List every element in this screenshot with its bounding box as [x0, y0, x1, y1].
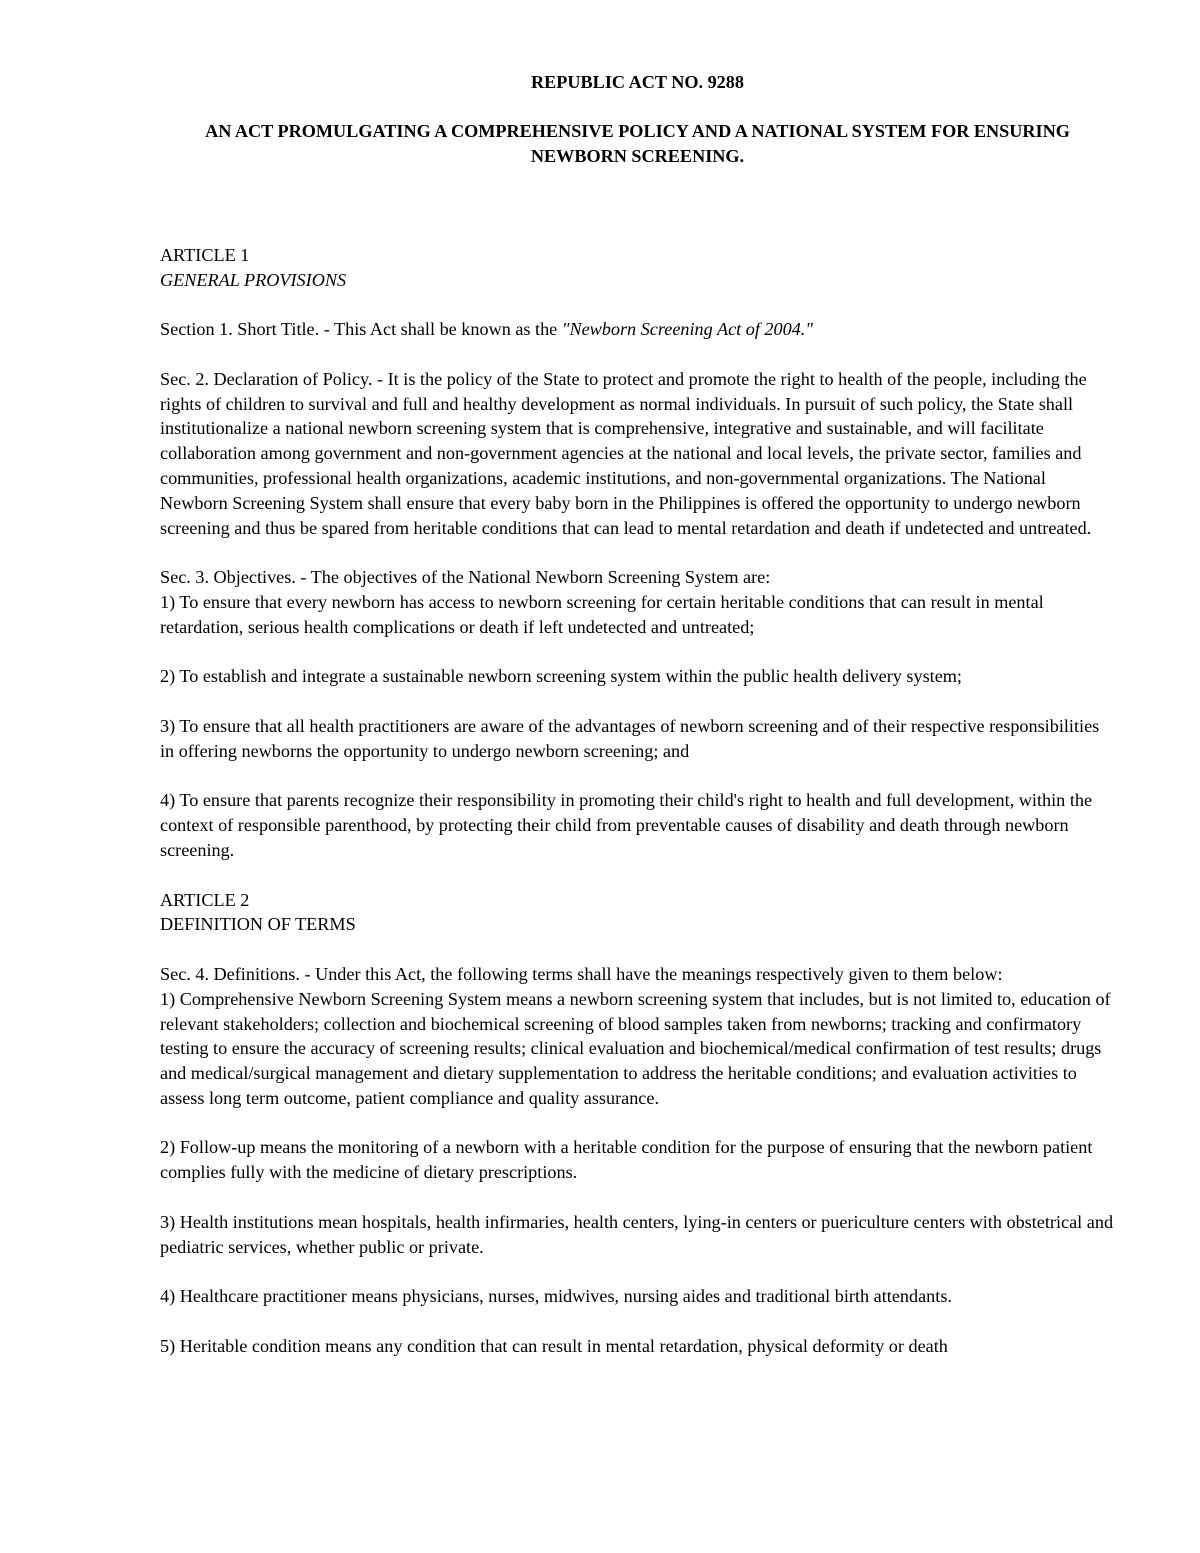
article-2-subheading: DEFINITION OF TERMS [160, 914, 356, 935]
section-1-paragraph [160, 317, 1115, 342]
section-4-lead: Sec. 4. Definitions. - Under this Act, the following terms shall have the meanings respectively given to them below: [160, 963, 1003, 984]
definition-item: 1) Comprehensive Newborn Screening System means a newborn screening system that includes, but is not limited to, education of relevant stakeholders; collection and biochemical screening of blood samples taken from newborns; tracking and confirmatory testing to ensure the accuracy of screening results; clinical evaluation and biochemical/medical confirmation of test results; drugs and medical/surgical management and dietary supplementation to address the heritable conditions; and evaluation activities to assess long term outcome, patient compliance and quality assurance. [160, 988, 1111, 1108]
article-1-heading: ARTICLE 1 [160, 244, 250, 265]
section-1-text: Section 1. Short Title. - This Act shall be known as the [160, 319, 562, 340]
article-2-heading: ARTICLE 2 [160, 889, 250, 910]
article-1-subheading: GENERAL PROVISIONS [160, 269, 347, 290]
definition-item: 4) Healthcare practitioner means physicians, nurses, midwives, nursing aides and traditional birth attendants. [160, 1286, 952, 1307]
objective-item: 1) To ensure that every newborn has access to newborn screening for certain heritable conditions that can result in mental retardation, serious health complications or death if left undetected and untreated; [160, 591, 1044, 637]
objective-item: 2) To establish and integrate a sustainable newborn screening system within the public health delivery system; [160, 666, 962, 687]
definition-item: 2) Follow-up means the monitoring of a newborn with a heritable condition for the purpose of ensuring that the newborn patient complies fully with the medicine of dietary prescriptions. [160, 1137, 1093, 1183]
definition-item: 5) Heritable condition means any condition that can result in mental retardation, physical deformity or death [160, 1335, 948, 1356]
section-1-short-title: "Newborn Screening Act of 2004." [561, 319, 813, 340]
objective-item: 3) To ensure that all health practitioners are aware of the advantages of newborn screening and of their respective responsibilities in offering newborns the opportunity to undergo newborn screening; and [160, 715, 1100, 761]
document-page [160, 70, 1115, 1359]
act-subtitle: AN ACT PROMULGATING A COMPREHENSIVE POLICY AND A NATIONAL SYSTEM FOR ENSURING NEWBORN SCREENING. [205, 120, 1070, 166]
objective-item: 4) To ensure that parents recognize their responsibility in promoting their child's right to health and full development, within the context of responsible parenthood, by protecting their child from preventable causes of disability and death through newborn screening. [160, 790, 1093, 860]
act-title: REPUBLIC ACT NO. 9288 [531, 72, 744, 92]
section-3-lead: Sec. 3. Objectives. - The objectives of the National Newborn Screening System are: [160, 567, 771, 588]
definition-item: 3) Health institutions mean hospitals, health infirmaries, health centers, lying-in centers or puericulture centers with obstetrical and pediatric services, whether public or private. [160, 1211, 1114, 1257]
section-2-paragraph: Sec. 2. Declaration of Policy. - It is the policy of the State to protect and promote the right to health of the people, including the rights of children to survival and full and healthy development as normal individuals. In pursuit of such policy, the State shall institutionalize a national newborn screening system that is comprehensive, integrative and sustainable, and will facilitate collaboration among government and non-government agencies at the national and local levels, the private sector, families and communities, professional health organizations, academic institutions, and non-governmental organizations. The National Newborn Screening System shall ensure that every baby born in the Philippines is offered the opportunity to undergo newborn screening and thus be spared from heritable conditions that can lead to mental retardation and death if undetected and untreated. [160, 368, 1092, 538]
